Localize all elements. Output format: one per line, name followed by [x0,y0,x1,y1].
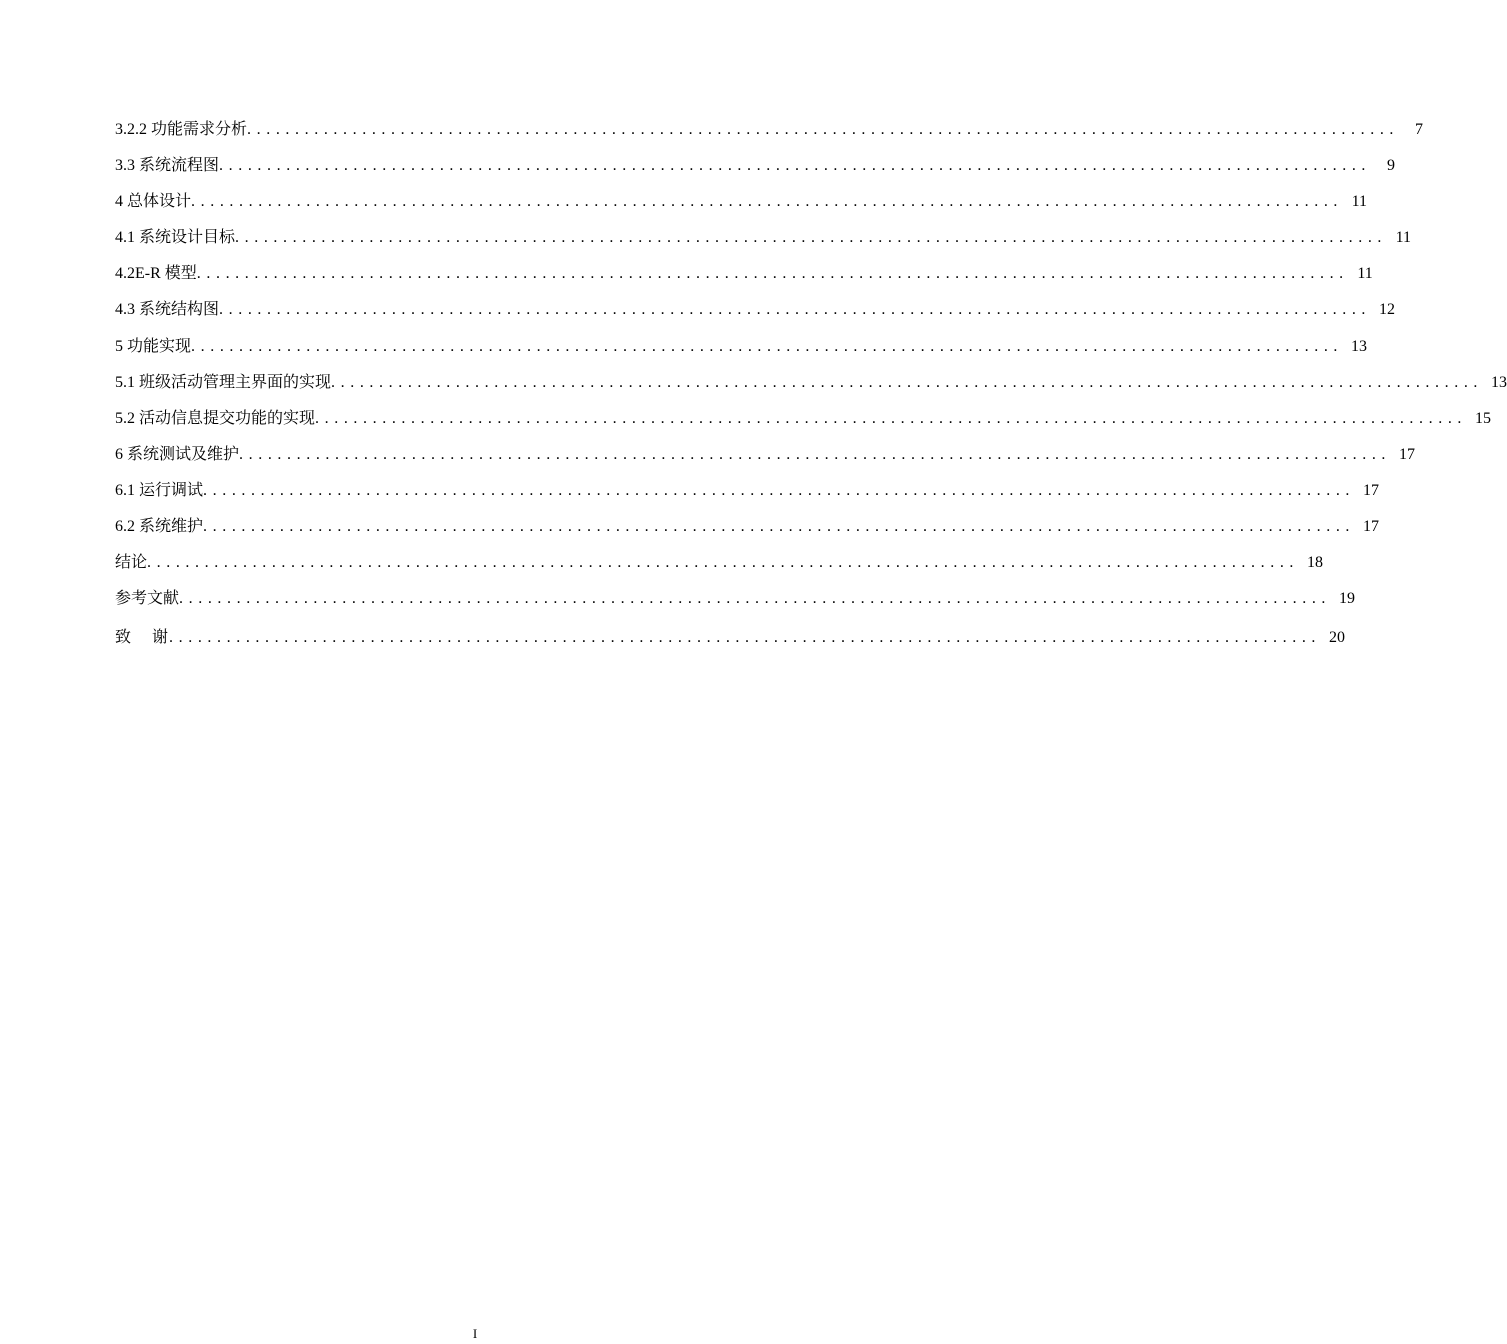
page-number: I [472,1326,478,1341]
toc-entry-title: 6 系统测试及维护 [115,445,240,463]
toc-entry[interactable] [115,329,1368,365]
toc-entry-title: 3.2.2 功能需求分析 [115,121,248,138]
toc-entry[interactable] [115,148,1396,184]
toc-entry-title: 参考文献 [115,590,180,608]
toc-entry-page: 12 [1379,301,1396,319]
toc-entry-title: 6.1 运行调试 [115,481,204,499]
toc-entry[interactable] [115,112,1424,148]
toc-dot-leader: ........................................................................................................................ [235,229,1388,247]
toc-entry[interactable] [115,292,1396,328]
toc-entry-title: 4.1 系统设计目标 [115,229,236,247]
toc-entry[interactable] [115,184,1368,220]
toc-entry[interactable] [115,437,1416,473]
toc-entry-title: 6.2 系统维护 [115,518,204,536]
toc-dot-leader: ........................................................................................................................ [179,590,1332,608]
toc-entry-page: 17 [1399,445,1416,463]
toc-entry[interactable] [115,401,1492,437]
toc-entry-title: 4 总体设计 [115,193,192,211]
toc-entry[interactable] [115,365,1507,401]
toc-entry-page: 15 [1475,409,1492,427]
toc-entry-page: 11 [1357,265,1373,283]
toc-entry-page: 19 [1339,590,1356,608]
toc-entry[interactable] [115,581,1356,617]
toc-dot-leader: ........................................................................................................................ [196,265,1349,283]
toc-entry-title: 5.2 活动信息提交功能的实现 [115,409,316,427]
toc-entry-page: 7 [1415,121,1424,138]
toc-entry[interactable] [115,220,1412,256]
toc-dot-leader: ........................................................................................................................ [191,337,1344,355]
toc-entry-title: 5.1 班级活动管理主界面的实现 [115,373,332,391]
toc-entry-page: 20 [1329,629,1346,647]
toc-dot-leader: ........................................................................................................................ [331,373,1484,391]
toc-dot-leader: ........................................................................................................................ [147,554,1300,572]
toc-entry-page: 13 [1351,337,1368,355]
toc-entry[interactable] [115,256,1373,292]
toc-entry-page: 13 [1491,373,1507,391]
toc-dot-leader: ........................................................................................................................ [203,518,1356,536]
toc-entry[interactable] [115,473,1380,509]
toc-entry-title: 3.3 系统流程图 [115,157,220,175]
toc-dot-leader: ........................................................................................................................ [315,409,1468,427]
toc-dot-leader: ........................................................................................................................ [219,301,1372,319]
toc-entry-title: 致 谢 [115,629,170,647]
toc-entry-page: 18 [1307,554,1324,572]
table-of-contents [115,112,1507,655]
toc-entry-page: 9 [1387,157,1396,175]
toc-dot-leader: ........................................................................................................................ [203,481,1356,499]
toc-entry[interactable] [115,509,1380,545]
toc-entry[interactable] [115,545,1324,581]
toc-entry-page: 17 [1363,481,1380,499]
toc-dot-leader: ........................................................................................................................ [219,157,1372,175]
toc-entry-page: 11 [1395,229,1412,247]
toc-entry-title: 4.3 系统结构图 [115,301,220,319]
toc-entry-title: 5 功能实现 [115,337,192,355]
toc-entry-page: 11 [1351,193,1368,211]
toc-entry[interactable] [115,617,1346,655]
toc-dot-leader: ........................................................................................................................ [191,193,1344,211]
toc-entry-page: 17 [1363,518,1380,536]
toc-entry-title: 结论 [115,554,148,572]
toc-entry-title: 4.2E-R 模型 [115,265,197,283]
toc-dot-leader: ........................................................................................................................ [247,121,1400,138]
toc-dot-leader: ........................................................................................................................ [239,445,1392,463]
toc-dot-leader: ........................................................................................................................ [169,629,1322,647]
